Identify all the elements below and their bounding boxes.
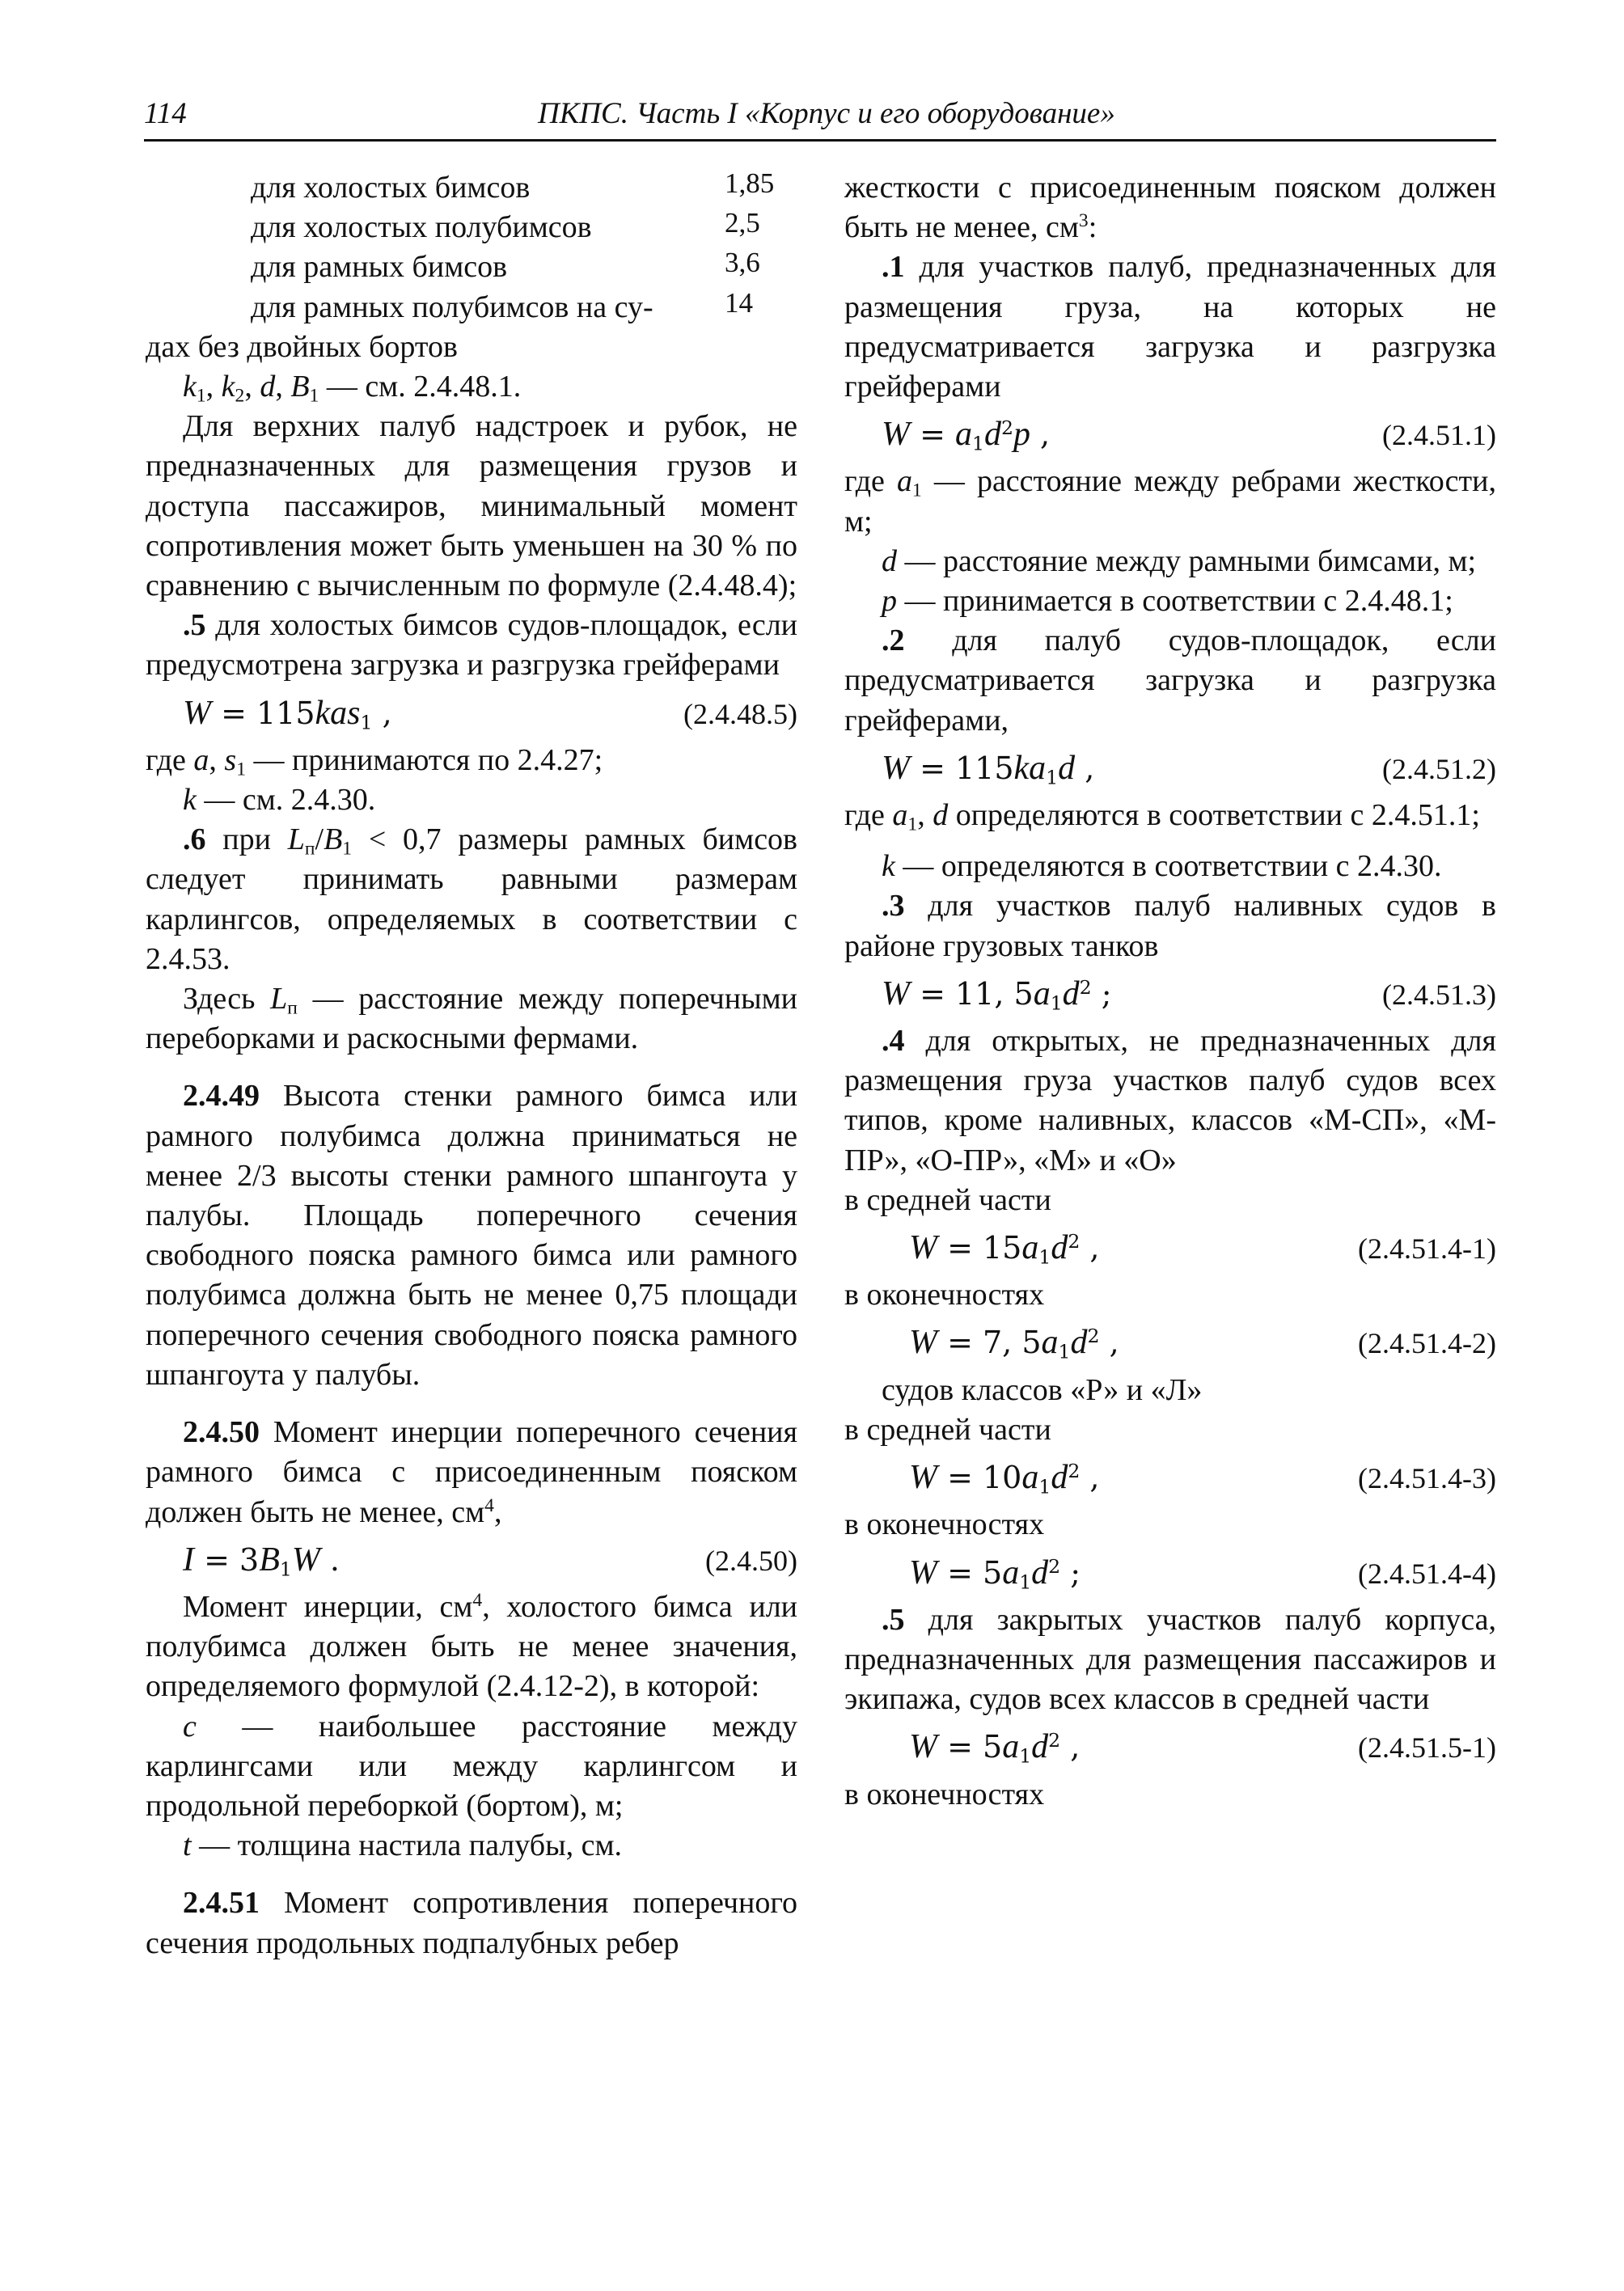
coef-row: [146, 168, 797, 208]
equation-number: (2.4.51.2): [1382, 752, 1496, 785]
header-rule: [144, 139, 1496, 142]
here-lp-paragraph: Здесь $L_п$ — расстояние между поперечными переборками и раскосными фермами.: [146, 982, 797, 1056]
equation-number: (2.4.51.4-4): [1358, 1557, 1496, 1590]
coef-row: [146, 247, 797, 287]
c-definition: c — наибольшее расстояние между карлингсами или между карлингсом и продольной переборкой (бортом), м;: [146, 1709, 797, 1823]
coef-row: [146, 288, 797, 328]
ends-label: в оконечностях: [844, 1507, 1045, 1542]
river-classes-label: судов классов «Р» и «Л»: [882, 1372, 1203, 1407]
where-a1-d: где $a_1$, d определяются в соответствии с 2.4.51.1;: [844, 798, 1480, 835]
formula: $W = 5a_1d^2$ ,: [909, 1728, 1081, 1768]
formula: $W = 115ka_1d$ ,: [882, 749, 1095, 789]
section-2-4-49: 2.4.49 Высота стенки рамного бимса или рамного полубимса должна приниматься не менее 2/3 высоты стенки рамного шпангоута у палубы. Площадь поперечного сечения свободного пояска рамного бимса или рамного полубимса должна быть не менее 0,75 площади поперечного сечения свободного пояска рамного шпангоута у палубы.: [146, 1079, 797, 1392]
coef-label: для рамных бимсов: [251, 250, 508, 285]
equation-2-4-51-3: [844, 974, 1496, 1015]
equation-2-4-51-2: [844, 749, 1496, 789]
ends-label: в оконечностях: [844, 1278, 1045, 1312]
page-number: 114: [144, 97, 187, 130]
item-6-paragraph: .6 при $L_п/B_1 < 0,7$ размеры рамных бимсов следует принимать равными размерам карлингсов, определяемых в соответствии с 2.4.53.: [146, 822, 797, 976]
formula: W = 11, $5a_1d^2$ ;: [882, 974, 1112, 1015]
item-5-paragraph: .5 для холостых бимсов судов-площадок, если предусмотрена загрузка и разгрузка грейферами: [146, 608, 797, 683]
left-column: [146, 168, 797, 1963]
where-a1: где $a_1$ — расстояние между ребрами жесткости, м;: [844, 464, 1496, 539]
formula: W = 115kas$_1$ ,: [183, 694, 392, 734]
section-2-4-50: 2.4.50 Момент инерции поперечного сечения рамного бимса с присоединенным пояском должен быть не менее, $см^4$,: [146, 1415, 797, 1529]
mid-part-label: в средней части: [844, 1182, 1051, 1217]
formula: $W = 15a_1d^2$ ,: [909, 1229, 1100, 1269]
k-reference: k — см. 2.4.30.: [183, 783, 376, 818]
equation-2-4-51-4-4: [844, 1553, 1496, 1594]
coef-row: [146, 208, 797, 247]
coef-label: для рамных полубимсов на су-: [251, 290, 653, 324]
k-definition: k — определяются в соответствии с 2.4.30.: [882, 849, 1442, 884]
item-1-paragraph: .1 для участков палуб, предназначенных для размещения груза, на которых не предусматривается загрузка и разгрузка грейферами: [844, 250, 1496, 404]
item-4-paragraph: .4 для открытых, не предназначенных для размещения груза участков палуб судов всех типов, кроме наливных, классов «М-СП», «М-ПР», «О-ПР», «М» и «О»: [844, 1024, 1496, 1177]
p-definition: p — принимается в соответствии с 2.4.48.1;: [882, 584, 1453, 619]
formula: $W = 10a_1d^2$ ,: [909, 1459, 1100, 1498]
section-2-4-51: 2.4.51 Момент сопротивления поперечного сечения продольных подпалубных ребер: [146, 1886, 797, 1960]
continuation-paragraph: жесткости с присоединенным пояском должен быть не менее, $см^3$:: [844, 171, 1496, 245]
equation-number: (2.4.51.4-2): [1358, 1327, 1496, 1360]
formula: $I = 3B_1W$ .: [183, 1541, 340, 1581]
ends-label: в оконечностях: [844, 1777, 1045, 1811]
equation-number: (2.4.51.3): [1382, 978, 1496, 1011]
where-a-s1: где a, $s_1$ — принимаются по 2.4.27;: [146, 742, 603, 780]
formula: $W = a_1d^2p$ ,: [882, 416, 1051, 455]
t-definition: t — толщина настила палубы, см.: [183, 1828, 623, 1863]
paragraph-upper-decks: Для верхних палуб надстроек и рубок, не предназначенных для размещения грузов и доступа пассажиров, минимальный момент сопротивления может быть уменьшен на 30 % по сравнению с вычисленным по формуле (2.4.48.4);: [146, 409, 797, 603]
equation-2-4-51-1: [844, 415, 1496, 455]
coef-value: 3,6: [725, 247, 760, 279]
equation-2-4-51-4-1: [844, 1228, 1496, 1269]
coef-value: 2,5: [725, 207, 760, 239]
mid-part-label: в средней части: [844, 1412, 1051, 1447]
item-2-paragraph: .2 для палуб судов-площадок, если предусматривается загрузка и разгрузка грейферами,: [844, 623, 1496, 738]
coef-label: для холостых полубимсов: [251, 210, 592, 245]
running-title: ПКПС. Часть I «Корпус и его оборудование»: [538, 97, 1115, 130]
coef-label: для холостых бимсов: [251, 171, 531, 205]
coef-value: 14: [725, 286, 753, 319]
item-3-paragraph: .3 для участков палуб наливных судов в районе грузовых танков: [844, 889, 1496, 963]
formula: $W = 5a_1d^2$ ;: [909, 1553, 1081, 1594]
equation-2-4-51-4-3: [844, 1458, 1496, 1498]
coef-value: 1,85: [725, 167, 775, 199]
moment-inertia-paragraph: Момент инерции, $см^4$, холостого бимса или полубимса должен быть не менее значения, определяемого формулой (2.4.12-2), в которой:: [146, 1589, 798, 1704]
equation-2-4-48-5: [146, 694, 797, 734]
formula: W = 7, $5a_1d^2$ ,: [909, 1324, 1119, 1364]
equation-number: (2.4.51.1): [1382, 419, 1496, 452]
equation-2-4-51-4-2: [844, 1323, 1496, 1363]
item-5-paragraph: .5 для закрытых участков палуб корпуса, предназначенных для размещения пассажиров и экипажа, судов всех классов в средней части: [844, 1602, 1496, 1717]
coef-continuation: дах без двойных бортов: [146, 329, 458, 364]
symbols-reference: $k_1$, $k_2$, d, $B_1$ — см. 2.4.48.1.: [183, 370, 522, 407]
equation-number: (2.4.50): [705, 1544, 797, 1577]
equation-number: (2.4.51.5-1): [1358, 1731, 1496, 1765]
d-definition: d — расстояние между рамными бимсами, м;: [882, 543, 1477, 578]
equation-number: (2.4.51.4-1): [1358, 1232, 1496, 1266]
right-column: [844, 168, 1496, 1815]
equation-2-4-51-5-1: [844, 1727, 1496, 1768]
equation-number: (2.4.51.4-3): [1358, 1462, 1496, 1495]
equation-number: (2.4.48.5): [683, 697, 797, 730]
equation-2-4-50: [146, 1541, 797, 1581]
